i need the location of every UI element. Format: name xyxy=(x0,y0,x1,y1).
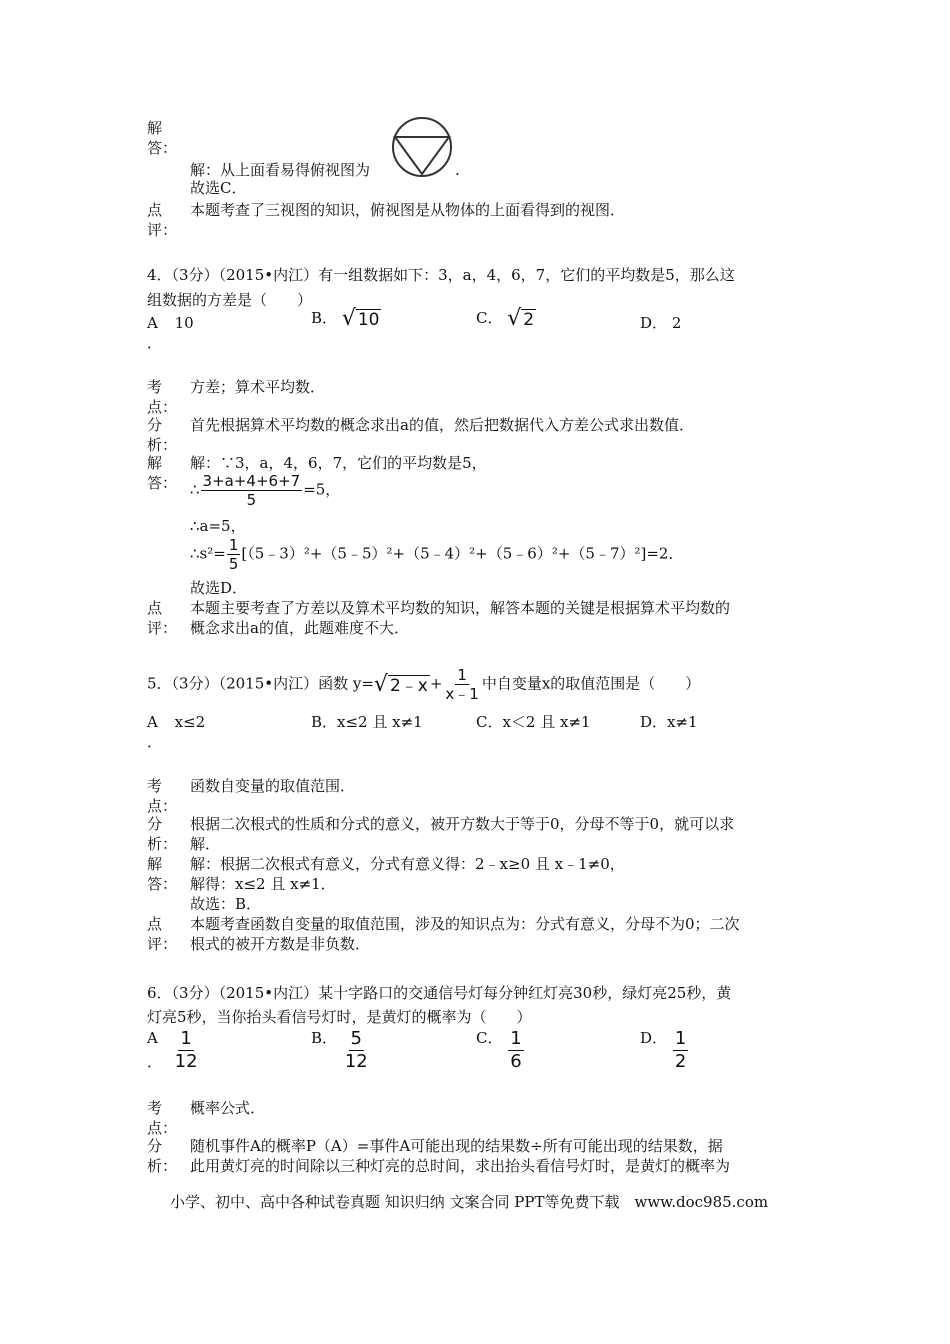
q4-fenxi: 首先根据算术平均数的概念求出a的值，然后把数据代入方差公式求出数值． xyxy=(190,416,694,434)
option-value: 10 xyxy=(174,314,194,332)
fenxi-label xyxy=(147,1136,177,1176)
q5-fenxi-line2: 解． xyxy=(190,835,221,853)
numerator: 1 xyxy=(457,666,467,684)
fenxi-label xyxy=(147,415,177,455)
label-char: 析： xyxy=(147,436,178,454)
label-char: 分 xyxy=(147,1137,163,1155)
dianping-label xyxy=(147,200,177,240)
numerator: 1 xyxy=(180,1028,192,1049)
sqrt-expression: √ 2﹣x xyxy=(373,671,428,697)
option-letter: D． xyxy=(640,1029,668,1047)
option-dot: ． xyxy=(147,733,163,751)
label-char: 解 xyxy=(147,855,163,873)
label-char: 考 xyxy=(147,378,163,396)
fraction xyxy=(227,536,241,573)
radicand: 10 xyxy=(357,310,380,330)
q5-comment-line2: 根式的被开方数是非负数． xyxy=(190,935,371,953)
dianping-label xyxy=(147,914,177,954)
q6-option-c xyxy=(476,1028,525,1073)
answer-choice: 故选C． xyxy=(190,179,247,197)
fraction xyxy=(508,1028,523,1073)
label-char: 析： xyxy=(147,835,178,853)
jieda-label xyxy=(147,118,177,158)
sqrt-expression: √ 2 xyxy=(507,306,535,331)
stem-text: 中自变量x的取值范围是（ ） xyxy=(481,674,701,693)
plus-sign: + xyxy=(429,674,443,693)
option-letter: C． xyxy=(476,1029,503,1047)
variance-expression: [（5﹣3）²+（5﹣5）²+（5﹣4）²+（5﹣6）²+（5﹣7）²]=2． xyxy=(241,544,684,563)
q6-stem-line1: 6．（3分）（2015•内江）某十字路口的交通信号灯每分钟红灯亮30秒，绿灯亮25秒，黄 xyxy=(147,984,732,1002)
option-value: x≤2 xyxy=(174,713,206,731)
denominator: 12 xyxy=(174,1051,198,1072)
q4-option-b xyxy=(311,308,381,330)
stem-text: 5．（3分）（2015•内江）函数 y= xyxy=(147,674,374,693)
q5-option-b: B．x≤2 且 x≠1 xyxy=(311,713,423,731)
q4-stem-line2: 组数据的方差是（ ） xyxy=(147,291,313,309)
label-char: 考 xyxy=(147,777,163,795)
denominator: 5 xyxy=(228,555,239,573)
q5-comment-line1: 本题考查函数自变量的取值范围，涉及的知识点为：分式有意义，分母不为0；二次 xyxy=(190,915,740,933)
q4-option-c xyxy=(476,308,536,330)
kaodian-label xyxy=(147,776,177,816)
label-char: 析： xyxy=(147,1157,178,1175)
q5-kaodian: 函数自变量的取值范围． xyxy=(190,777,356,795)
q4-kaodian: 方差；算术平均数． xyxy=(190,378,326,396)
kaodian-label xyxy=(147,1098,177,1138)
q5-fenxi-line1: 根据二次根式的性质和分式的意义，被开方数大于等于0，分母不等于0，就可以求 xyxy=(190,815,735,833)
q5-option-c: C．x＜2 且 x≠1 xyxy=(476,713,591,731)
page-footer: 小学、初中、高中各种试卷真题 知识归纳 文案合同 PPT等免费下载 www.doc985.com xyxy=(170,1193,769,1211)
label-char: 评： xyxy=(147,221,178,239)
option-letter: A xyxy=(147,713,158,731)
denominator: 5 xyxy=(246,491,257,509)
q4-option-a xyxy=(147,313,194,333)
q6-option-b xyxy=(311,1028,371,1073)
q4-solution-line3: ∴a=5， xyxy=(190,517,246,535)
jieda-label xyxy=(147,854,177,894)
numerator: 1 xyxy=(228,536,239,554)
numerator: 3+a+4+6+7 xyxy=(202,472,301,490)
label-char: 点： xyxy=(147,1119,178,1137)
label-char: 答： xyxy=(147,139,178,157)
option-letter: A xyxy=(147,314,158,332)
q4-comment-line1: 本题主要考查了方差以及算术平均数的知识，解答本题的关键是根据算术平均数的 xyxy=(190,599,731,617)
variance-lhs: ∴s²= xyxy=(190,544,226,563)
option-letter: D． xyxy=(640,314,668,332)
label-char: 点： xyxy=(147,398,178,416)
q6-option-d xyxy=(640,1028,689,1073)
q5-option-d: D．x≠1 xyxy=(640,713,698,731)
numerator: 1 xyxy=(510,1028,522,1049)
option-letter: A xyxy=(147,1029,158,1047)
label-char: 解 xyxy=(147,119,163,137)
fraction xyxy=(673,1028,688,1073)
dianping-label xyxy=(147,598,177,638)
label-char: 答： xyxy=(147,474,178,492)
kaodian-label xyxy=(147,377,177,417)
label-char: 点 xyxy=(147,599,163,617)
label-char: 分 xyxy=(147,815,163,833)
equation-rhs: =5， xyxy=(303,480,341,499)
option-dot: ． xyxy=(147,1053,163,1071)
q6-stem-line2: 灯亮5秒，当你抬头看信号灯时，是黄灯的概率为（ ） xyxy=(147,1008,532,1026)
fraction xyxy=(201,472,303,509)
sqrt-expression: √ 10 xyxy=(341,306,380,331)
q4-solution-line5: 故选D． xyxy=(190,579,248,597)
q6-fenxi-line1: 随机事件A的概率P（A）=事件A可能出现的结果数÷所有可能出现的结果数，据 xyxy=(190,1137,723,1155)
jieda-label xyxy=(147,453,177,493)
label-char: 考 xyxy=(147,1099,163,1117)
label-char: 点： xyxy=(147,797,178,815)
option-value: 2 xyxy=(671,314,682,332)
answer-period: . xyxy=(455,161,460,179)
fraction xyxy=(443,666,480,703)
q5-stem xyxy=(147,666,700,703)
q5-solution-line1: 解：根据二次根式有意义，分式有意义得：2﹣x≥0 且 x﹣1≠0， xyxy=(190,855,625,873)
answer-text: 解：从上面看易得俯视图为 xyxy=(190,161,371,179)
option-letter: B． xyxy=(311,309,338,327)
therefore-sign: ∴ xyxy=(190,480,200,499)
comment-text: 本题考查了三视图的知识，俯视图是从物体的上面看得到的视图． xyxy=(190,201,626,219)
denominator: 12 xyxy=(344,1051,368,1072)
q5-solution-line3: 故选：B． xyxy=(190,895,262,913)
fenxi-label xyxy=(147,814,177,854)
fraction xyxy=(343,1028,370,1073)
numerator: 5 xyxy=(350,1028,362,1049)
label-char: 评： xyxy=(147,619,178,637)
q6-fenxi-line2: 此用黄灯亮的时间除以三种灯亮的总时间，求出抬头看信号灯时，是黄灯的概率为 xyxy=(190,1157,731,1175)
q4-comment-line2: 概念求出a的值，此题难度不大． xyxy=(190,619,409,637)
option-letter: C． xyxy=(476,309,503,327)
q4-solution-line4 xyxy=(190,536,683,573)
radicand: 2 xyxy=(523,310,535,330)
q4-option-d xyxy=(640,313,681,333)
label-char: 点 xyxy=(147,915,163,933)
q5-solution-line2: 解得：x≤2 且 x≠1． xyxy=(190,875,336,893)
option-letter: B． xyxy=(311,1029,338,1047)
label-char: 评： xyxy=(147,935,178,953)
label-char: 解 xyxy=(147,454,163,472)
fraction xyxy=(173,1028,200,1073)
q5-option-a xyxy=(147,712,205,732)
numerator: 1 xyxy=(674,1028,687,1049)
denominator: 6 xyxy=(510,1051,522,1072)
radicand: 2﹣x xyxy=(389,675,428,696)
q6-kaodian: 概率公式． xyxy=(190,1099,266,1117)
prev-answer-line xyxy=(190,160,370,180)
denominator: x﹣1 xyxy=(445,685,479,703)
q4-stem-line1: 4．（3分）（2015•内江）有一组数据如下：3，a，4，6，7，它们的平均数是5，那么这 xyxy=(147,266,735,284)
label-char: 答： xyxy=(147,875,178,893)
label-char: 分 xyxy=(147,416,163,434)
q4-solution-line2 xyxy=(190,472,340,509)
option-dot: ． xyxy=(147,334,163,352)
denominator: 2 xyxy=(674,1051,687,1072)
top-view-circle-triangle-icon xyxy=(391,116,453,178)
label-char: 点 xyxy=(147,201,163,219)
q4-solution-line1: 解：∵3，a，4，6，7，它们的平均数是5， xyxy=(190,454,487,472)
